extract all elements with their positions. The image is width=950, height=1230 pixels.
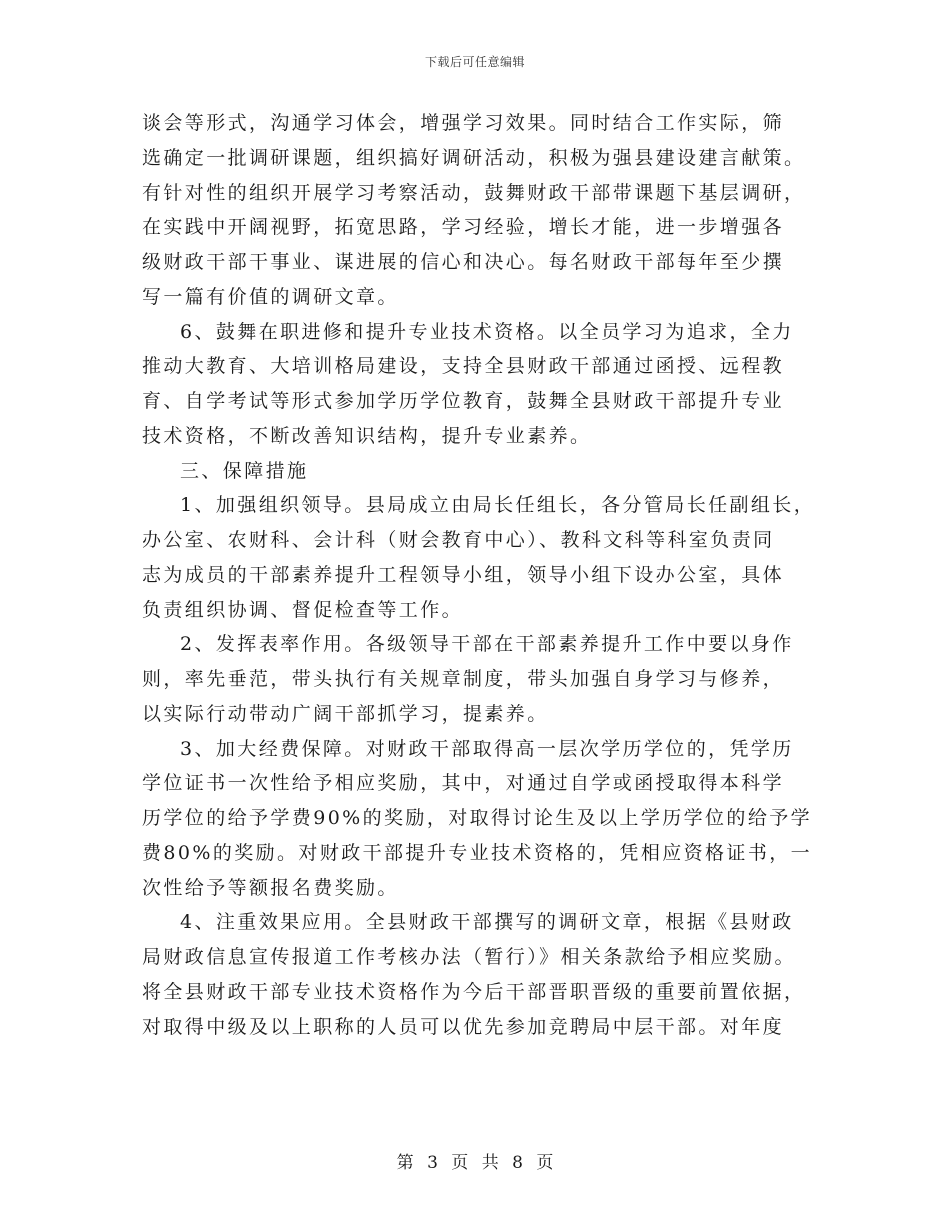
- text-line: 级财政干部干事业、谋进展的信心和决心。每名财政干部每年至少撰: [142, 251, 785, 273]
- text-line: 志为成员的干部素养提升工程领导小组，领导小组下设办公室，具体: [142, 563, 785, 586]
- document-body: [142, 106, 822, 1044]
- text-line: 费80%的奖励。对财政干部提升专业技术资格的，凭相应资格证书，一: [142, 841, 813, 864]
- paragraph-start-line: 2、发挥表率作用。各级领导干部在干部素养提升工作中要以身作: [180, 633, 794, 656]
- text-line: 将全县财政干部专业技术资格作为今后干部晋职晋级的重要前置依据，: [142, 980, 806, 1003]
- text-line: 对取得中级及以上职称的人员可以优先参加竞聘局中层干部。对年度: [142, 1015, 785, 1038]
- text-line: 有针对性的组织开展学习考察活动，鼓舞财政干部带课题下基层调研，: [142, 181, 806, 204]
- text-line: 学位证书一次性给予相应奖励，其中，对通过自学或函授取得本科学: [142, 772, 785, 795]
- text-line: 选确定一批调研课题，组织搞好调研活动，积极为强县建设建言献策。: [142, 146, 806, 169]
- text-line: 以实际行动带动广阔干部抓学习，提素养。: [142, 702, 549, 725]
- text-line: 推动大教育、大培训格局建设，支持全县财政干部通过函授、远程教: [142, 355, 785, 378]
- text-line: 办公室、农财科、会计科（财会教育中心）、教科文科等科室负责同: [142, 529, 775, 551]
- paragraph-start-line: 4、注重效果应用。全县财政干部撰写的调研文章，根据《县财政: [180, 911, 794, 934]
- page-number-footer: 第 3 页 共 8 页: [396, 1153, 554, 1173]
- paragraph-start-line: 1、加强组织领导。县局成立由局长任组长，各分管局长任副组长，: [180, 494, 816, 517]
- text-line: 历学位的给予学费90%的奖励，对取得讨论生及以上学历学位的给予学: [142, 807, 813, 829]
- text-line: 育、自学考试等形式参加学历学位教育，鼓舞全县财政干部提升专业: [142, 390, 785, 412]
- text-line: 负责组织协调、督促检查等工作。: [142, 598, 464, 621]
- paragraph-start-line: 3、加大经费保障。对财政干部取得高一层次学历学位的，凭学历: [180, 737, 794, 760]
- text-line: 写一篇有价值的调研文章。: [142, 285, 399, 308]
- text-line: 在实践中开阔视野，拓宽思路，学习经验，增长才能，进一步增强各: [142, 216, 785, 239]
- text-line: 则，率先垂范，带头执行有关规章制度，带头加强自身学习与修养，: [142, 668, 785, 690]
- paragraph-start-line: 6、鼓舞在职进修和提升专业技术资格。以全员学习为追求，全力: [180, 320, 794, 343]
- text-line: 谈会等形式，沟通学习体会，增强学习效果。同时结合工作实际，筛: [142, 112, 785, 134]
- text-line: 技术资格，不断改善知识结构，提升专业素养。: [142, 424, 592, 447]
- page-header: 下载后可任意编辑: [424, 55, 525, 69]
- section-heading: 三、保障措施: [180, 459, 309, 482]
- text-line: 局财政信息宣传报道工作考核办法（暂行）》相关条款给予相应奖励。: [142, 946, 796, 968]
- text-line: 次性给予等额报名费奖励。: [142, 876, 399, 899]
